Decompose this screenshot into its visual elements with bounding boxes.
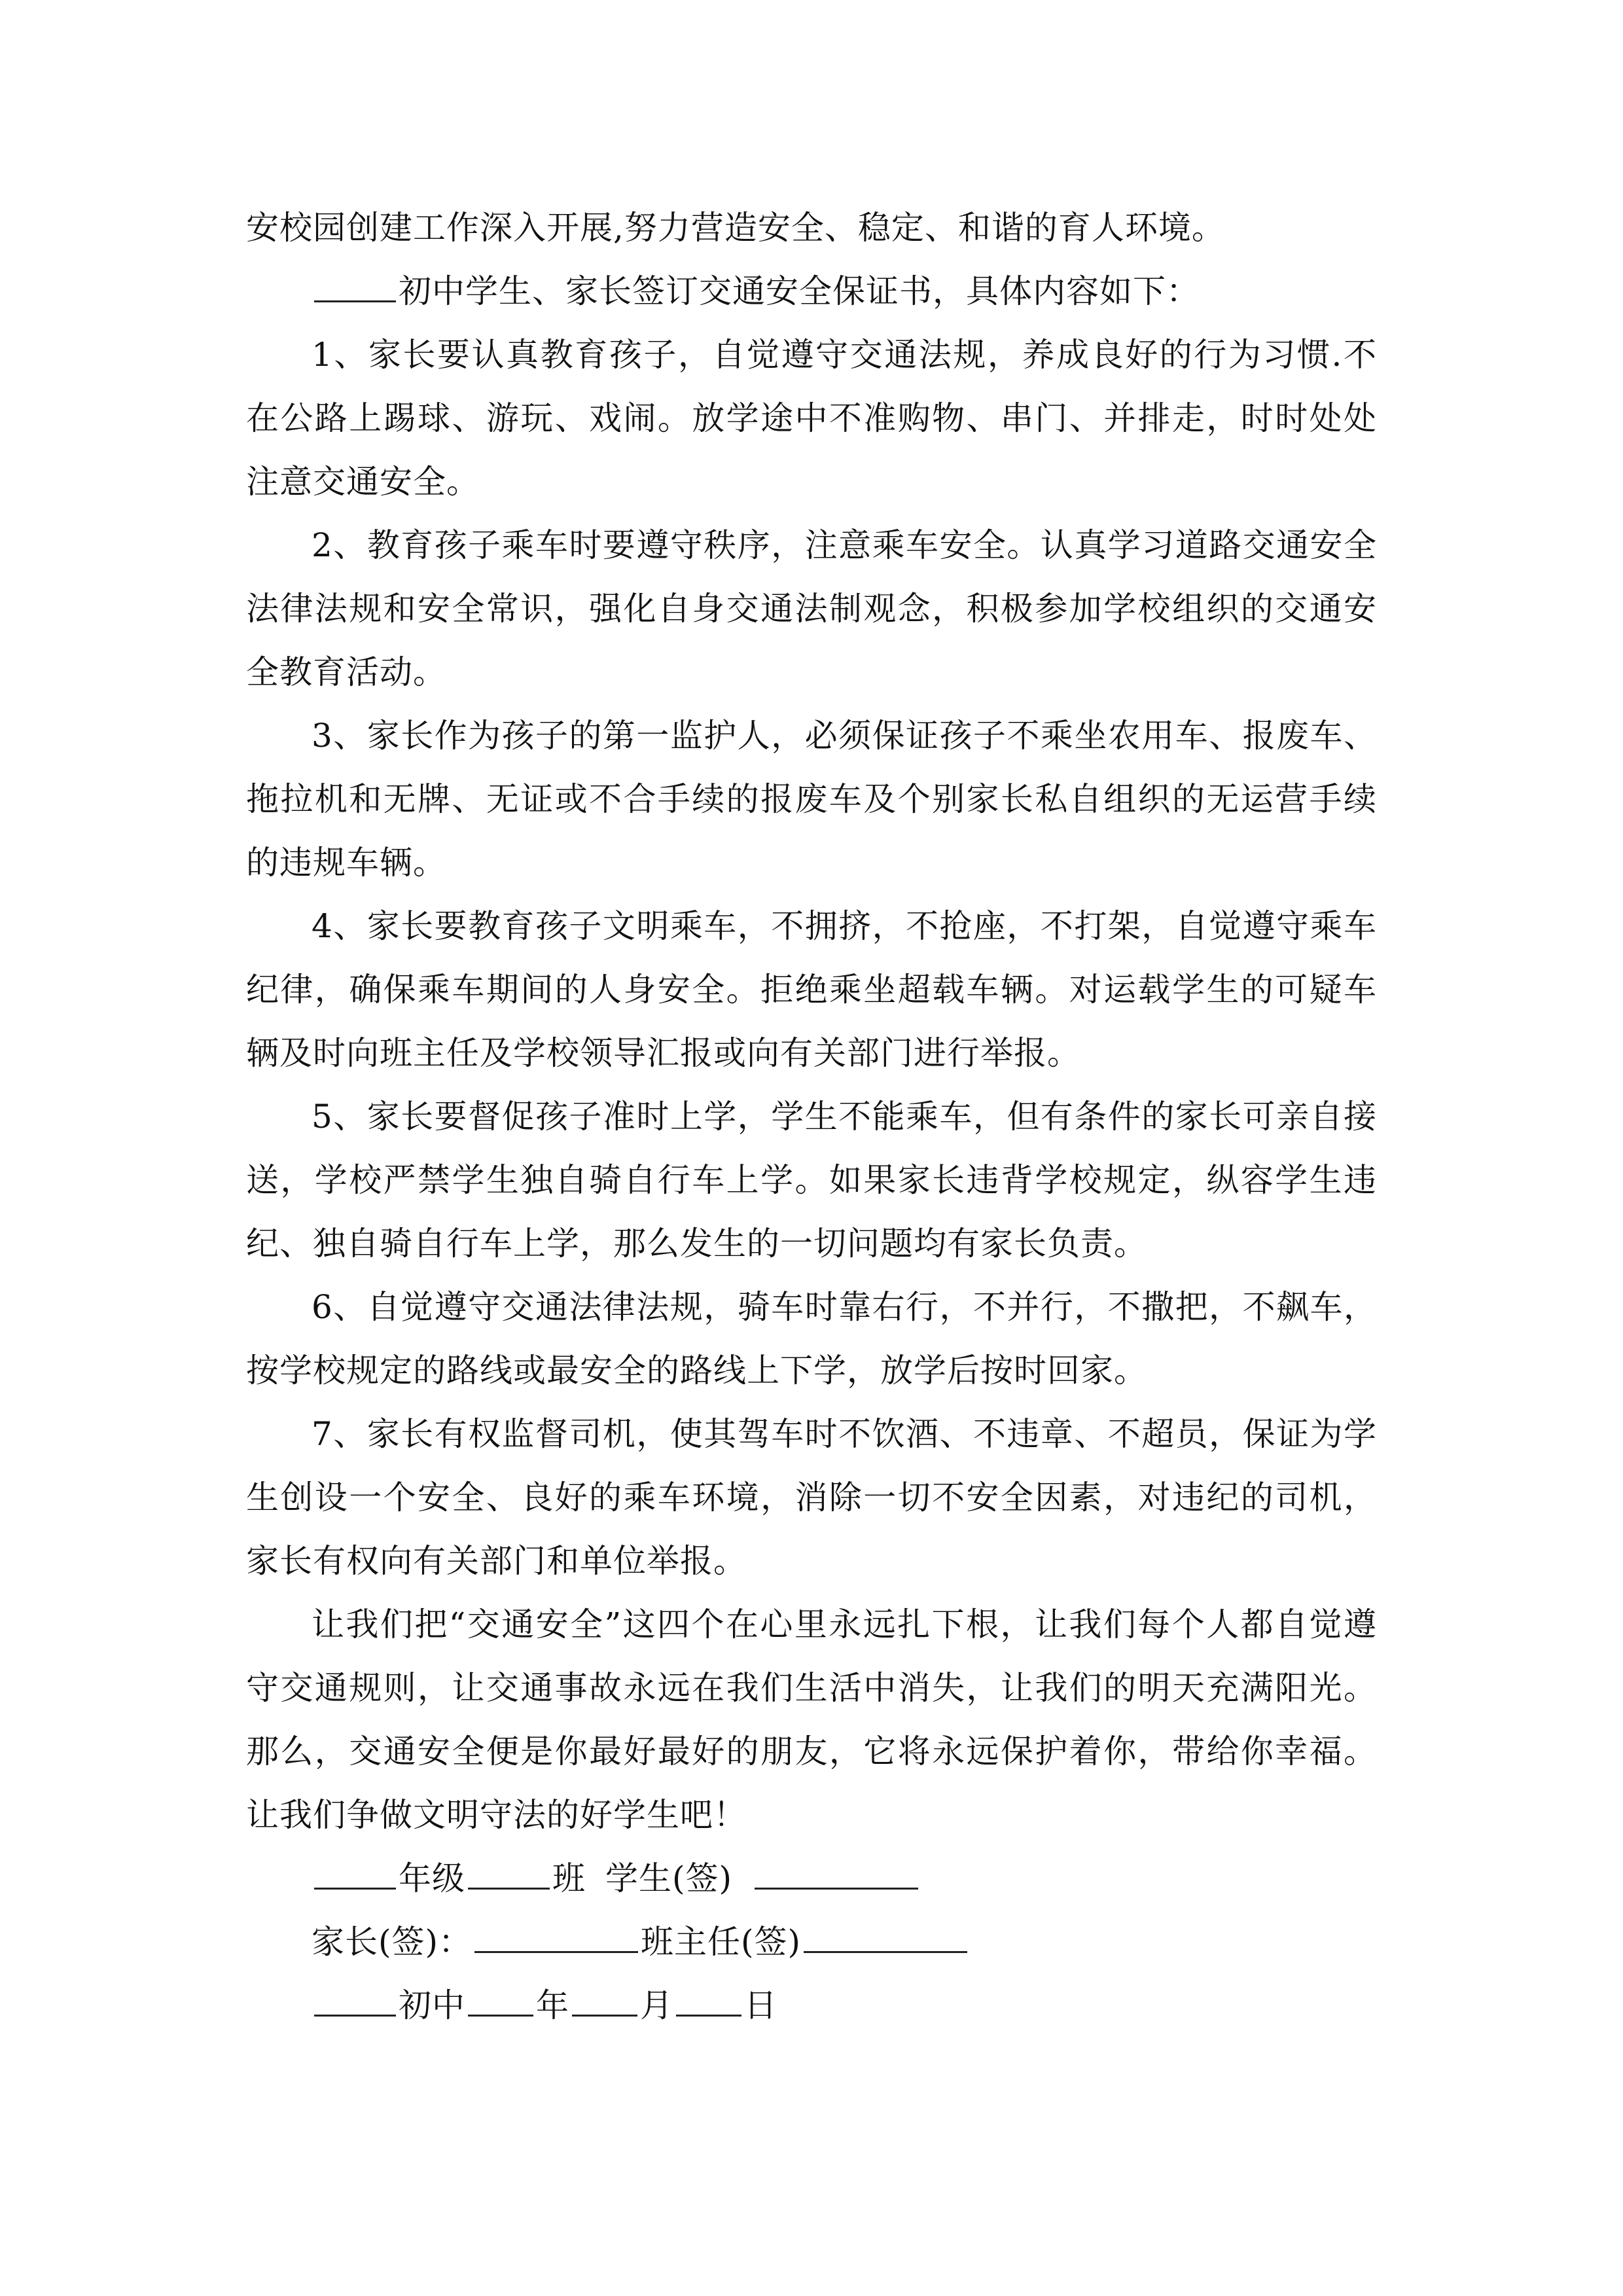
continuation-paragraph: 安校园创建工作深入开展,努力营造安全、稳定、和谐的育人环境。 bbox=[246, 209, 1225, 247]
parent-sign-label: 家长(签)： bbox=[312, 1923, 473, 1961]
pledge-item-3: 3、家长作为孩子的第一监护人，必须保证孩子不乘坐农用车、报废车、拖拉机和无牌、无证或不合手续的报废车及个别家长私自组织的无运营手续的违规车辆。 bbox=[246, 717, 1377, 882]
closing-paragraph: 让我们把“交通安全”这四个在心里永远扎下根，让我们每个人都自觉遵守交通规则，让交通事故永远在我们生活中消失，让我们的明天充满阳光。那么，交通安全便是你最好最好的朋友，它将永远保护着你，带给你幸福。让我们争做文明守法的好学生吧！ bbox=[246, 1605, 1377, 1834]
student-sign-label: 学生(签) bbox=[605, 1859, 733, 1897]
pledge-item-7: 7、家长有权监督司机，使其驾车时不饮酒、不违章、不超员，保证为学生创设一个安全、良好的乘车环境，消除一切不安全因素，对违纪的司机，家长有权向有关部门和单位举报。 bbox=[246, 1415, 1377, 1580]
intro-text: 初中学生、家长签订交通安全保证书，具体内容如下： bbox=[399, 272, 1200, 310]
student-sign-blank[interactable] bbox=[755, 1851, 918, 1890]
teacher-sign-label: 班主任(签) bbox=[641, 1923, 802, 1961]
intro-paragraph bbox=[246, 260, 1377, 323]
school-blank[interactable] bbox=[314, 1978, 396, 2017]
day-blank[interactable] bbox=[676, 1978, 741, 2017]
class-label: 班 bbox=[552, 1859, 586, 1897]
year-label: 年 bbox=[536, 1986, 569, 2024]
month-blank[interactable] bbox=[572, 1978, 637, 2017]
pledge-item-4: 4、家长要教育孩子文明乘车，不拥挤，不抢座，不打架，自觉遵守乘车纪律，确保乘车期间的人身安全。拒绝乘坐超载车辆。对运载学生的可疑车辆及时向班主任及学校领导汇报或向有关部门进行举报。 bbox=[246, 907, 1377, 1072]
month-label: 月 bbox=[640, 1986, 673, 2024]
pledge-item-2: 2、教育孩子乘车时要遵守秩序，注意乘车安全。认真学习道路交通安全法律法规和安全常识，强化自身交通法制观念，积极参加学校组织的交通安全教育活动。 bbox=[246, 526, 1377, 691]
pledge-item-1: 1、家长要认真教育孩子，自觉遵守交通法规，养成良好的行为习惯.不在公路上踢球、游玩、戏闹。放学途中不准购物、串门、并排走，时时处处注意交通安全。 bbox=[246, 336, 1377, 501]
pledge-item-6: 6、自觉遵守交通法律法规，骑车时靠右行，不并行，不撒把，不飙车，按学校规定的路线或最安全的路线上下学，放学后按时回家。 bbox=[246, 1288, 1377, 1390]
school-label: 初中 bbox=[399, 1986, 465, 2024]
grade-label: 年级 bbox=[399, 1859, 465, 1897]
year-blank[interactable] bbox=[468, 1978, 533, 2017]
school-name-blank[interactable] bbox=[314, 264, 396, 302]
date-line bbox=[246, 1974, 1377, 2037]
parent-signature-line bbox=[246, 1910, 1377, 1974]
class-blank[interactable] bbox=[468, 1851, 550, 1890]
document-body bbox=[246, 196, 1377, 2037]
student-signature-line bbox=[246, 1847, 1377, 1910]
pledge-item-5: 5、家长要督促孩子准时上学，学生不能乘车，但有条件的家长可亲自接送，学校严禁学生独自骑自行车上学。如果家长违背学校规定，纵容学生违纪、独自骑自行车上学，那么发生的一切问题均有家长负责。 bbox=[246, 1098, 1377, 1263]
parent-sign-blank[interactable] bbox=[474, 1914, 638, 1953]
teacher-sign-blank[interactable] bbox=[804, 1914, 967, 1953]
grade-blank[interactable] bbox=[314, 1851, 396, 1890]
day-label: 日 bbox=[744, 1986, 777, 2024]
